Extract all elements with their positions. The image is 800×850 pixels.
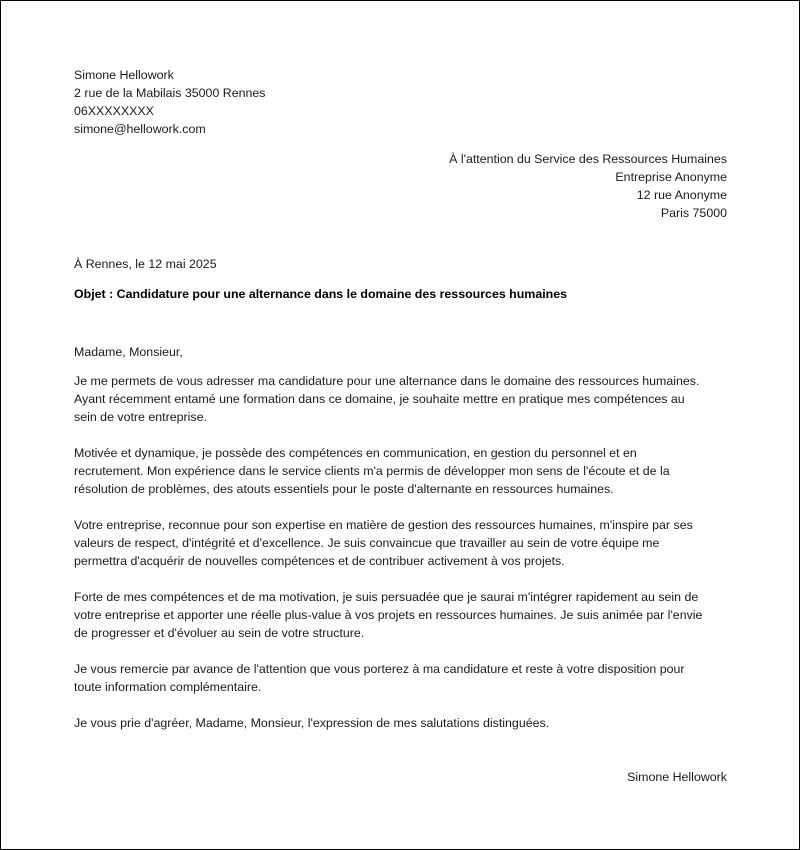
paragraph-line: votre entreprise et apporter une réelle plus-value à vos projets en ressources humaines. Je suis animée par l'envie [74,608,703,622]
paragraph-line: résolution de problèmes, des atouts essentiels pour le poste d'alternante en ressources humaines. [74,482,614,496]
sender-address: 2 rue de la Mabilais 35000 Rennes [74,86,266,100]
sender-name: Simone Hellowork [74,68,174,82]
sender-phone: 06XXXXXXXX [74,104,154,118]
paragraph-line: sein de votre entreprise. [74,410,207,424]
paragraph-line: Je vous remercie par avance de l'attention que vous porterez à ma candidature et reste à votre disposition pour [74,662,685,676]
recipient-attention: À l'attention du Service des Ressources Humaines [449,152,727,166]
signature: Simone Hellowork [627,770,727,784]
paragraph-line: recrutement. Mon expérience dans le service clients m'a permis de développer mon sens de l'écoute et de la [74,464,670,478]
body-paragraph [74,444,734,498]
body-paragraph [74,516,734,570]
paragraph-line: Je vous prie d'agréer, Madame, Monsieur, l'expression de mes salutations distinguées. [74,716,550,730]
paragraph-line: Forte de mes compétences et de ma motivation, je suis persuadée que je saurai m'intégrer rapidement au sein de [74,590,699,604]
body-paragraph [74,588,734,642]
recipient-block [449,150,727,222]
letter-date: À Rennes, le 12 mai 2025 [74,257,217,271]
letter-body [74,372,734,750]
sender-block [74,66,266,138]
letter-salutation: Madame, Monsieur, [74,345,183,359]
sender-email: simone@hellowork.com [74,122,206,136]
paragraph-line: permettra d'acquérir de nouvelles compétences et de contribuer activement à vos projets. [74,554,565,568]
paragraph-line: Je me permets de vous adresser ma candidature pour une alternance dans le domaine des ressources humaines. [74,374,700,388]
paragraph-line: Motivée et dynamique, je possède des compétences en communication, en gestion du personnel et en [74,446,637,460]
body-paragraph [74,660,734,696]
body-paragraph [74,372,734,426]
recipient-city: Paris 75000 [660,206,727,220]
recipient-company: Entreprise Anonyme [615,170,727,184]
paragraph-line: valeurs de respect, d'intégrité et d'excellence. Je suis convaincue que travailler au sein de votre équipe me [74,536,660,550]
closing-paragraph [74,714,734,732]
paragraph-line: de progresser et d'évoluer au sein de votre structure. [74,626,365,640]
letter-subject: Objet : Candidature pour une alternance dans le domaine des ressources humaines [74,287,568,301]
recipient-street: 12 rue Anonyme [636,188,727,202]
paragraph-line: Ayant récemment entamé une formation dans ce domaine, je souhaite mettre en pratique mes compétences au [74,392,685,406]
paragraph-line: toute information complémentaire. [74,680,262,694]
paragraph-line: Votre entreprise, reconnue pour son expertise en matière de gestion des ressources humaines, m'inspire par ses [74,518,693,532]
